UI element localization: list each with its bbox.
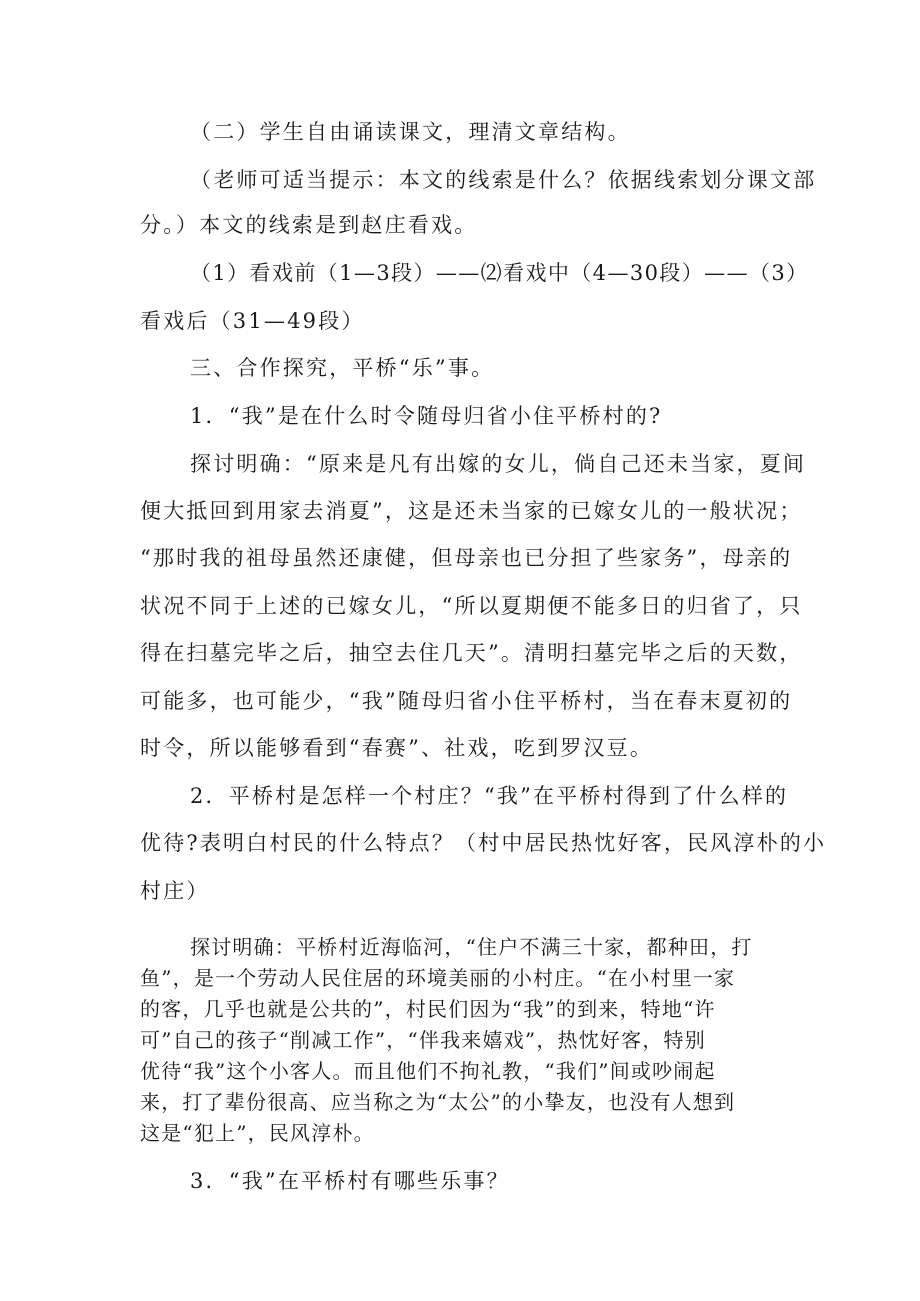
answer-1-line: 便大抵回到用家去消夏”，这是还未当家的已嫁女儿的一般状况； [140,499,803,523]
hint-line-1: （老师可适当提示：本文的线索是什么？依据线索划分课文部 [190,168,817,192]
section-3-heading: 三、合作探究，平桥“乐”事。 [190,356,495,380]
answer-1-line: 得在扫墓完毕之后，抽空去住几天”。清明扫墓完毕之后的天数， [140,641,803,665]
question-2-line: 优待?表明白村民的什么特点？（村中居民热忱好客，民风淳朴的小 [140,831,827,855]
answer-1-line: 状况不同于上述的已嫁女儿，“所以夏期便不能多日的归省了，只 [140,594,803,618]
question-2-line: 2．平桥村是怎样一个村庄？“我”在平桥村得到了什么样的 [190,784,789,808]
question-1: 1．“我”是在什么时令随母归省小住平桥村的? [190,404,663,428]
answer-1-line: “那时我的祖母虽然还康健，但母亲也已分担了些家务”，母亲的 [140,546,793,570]
answer-1-line: 探讨明确：“原来是凡有出嫁的女儿，倘自己还未当家，夏间 [190,452,807,476]
hint-line-2: 分。）本文的线索是到赵庄看戏。 [140,213,478,237]
answer-2-line: 可”自己的孩子“削减工作”，“伴我来嬉戏”，热忱好客，特别 [140,1028,706,1052]
answer-1-line: 时令，所以能够看到“春赛”、社戏，吃到罗汉豆。 [140,736,654,760]
answer-2-line: 的客，几乎也就是公共的”，村民们因为“我”的到来，特地“许 [140,997,716,1021]
structure-line-1: （1）看戏前（1—3段）——⑵看戏中（4—30段）——（3） [190,261,809,285]
answer-1-line: 可能多，也可能少，“我”随母归省小住平桥村，当在春末夏初的 [140,689,793,713]
structure-line-2: 看戏后（31—49段） [140,309,365,333]
question-2-line: 村庄） [140,879,210,903]
answer-2-line: 探讨明确：平桥村近海临河，“住户不满三十家，都种田，打 [190,935,753,959]
answer-2-line: 鱼”，是一个劳动人民住居的环境美丽的小村庄。“在小村里一家 [140,966,736,990]
answer-2-line: 优待“我”这个小客人。而且他们不拘礼教，“我们”间或吵闹起 [140,1059,716,1083]
section-2-heading: （二）学生自由诵读课文，理清文章结构。 [190,120,631,144]
answer-2-line: 这是“犯上”，民风淳朴。 [140,1121,375,1145]
answer-2-line: 来，打了辈份很高、应当称之为“太公”的小挚友，也没有人想到 [140,1090,736,1114]
question-3: 3．“我”在平桥村有哪些乐事？ [190,1169,510,1193]
